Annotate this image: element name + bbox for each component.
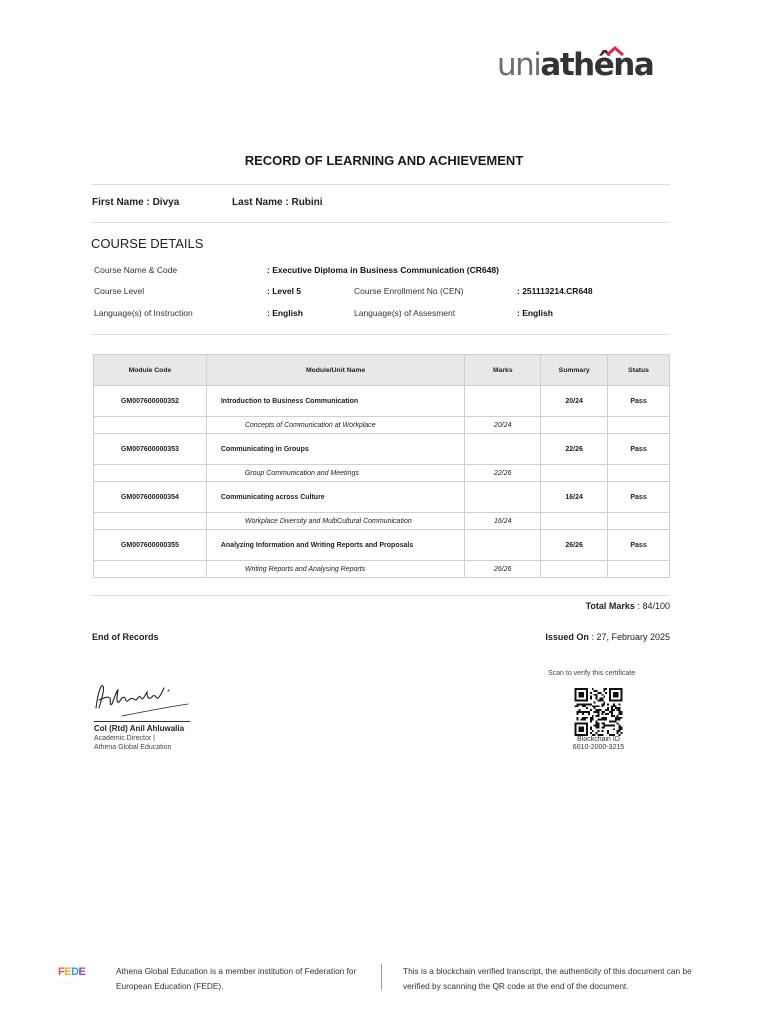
total-marks-value: : 84/100 — [637, 601, 670, 611]
module-summary: 22/26 — [541, 434, 608, 465]
course-level-value: : Level 5 — [267, 286, 302, 296]
header-marks: Marks — [465, 355, 541, 386]
unit-marks: 22/26 — [465, 465, 541, 482]
cen-label: Course Enrollment No (CEN) — [354, 286, 464, 296]
marks-table — [93, 354, 670, 578]
module-name: Analyzing Information and Writing Reports and Proposals — [206, 530, 465, 561]
end-of-records: End of Records — [92, 632, 159, 642]
table-row — [94, 561, 670, 578]
qr-code-icon[interactable] — [572, 688, 625, 736]
module-summary: 26/26 — [541, 530, 608, 561]
unit-name: Group Communication and Meetings — [206, 465, 465, 482]
unit-name: Writing Reports and Analysing Reports — [206, 561, 465, 578]
cen-value: : 251113214.CR648 — [517, 286, 593, 296]
module-name: Communicating across Culture — [206, 482, 465, 513]
assessment-language-label: Language(s) of Assesment — [354, 308, 456, 318]
module-status: Pass — [608, 482, 670, 513]
course-name-value: : Executive Diploma in Business Communication (CR648) — [267, 265, 499, 275]
fede-logo: FEDE — [58, 966, 86, 978]
last-name — [232, 197, 323, 208]
issued-on-label: Issued On — [545, 632, 589, 642]
signature-image — [92, 678, 192, 718]
table-row — [94, 386, 670, 417]
module-name: Communicating in Groups — [206, 434, 465, 465]
unit-name: Concepts of Communication at Workplace — [206, 417, 465, 434]
module-code: GM007600000352 — [94, 386, 207, 417]
unit-status — [608, 513, 670, 530]
divider — [92, 184, 670, 185]
footer-membership-note: Athena Global Education is a member institution of Federation for European Education (FEDE). — [116, 966, 357, 991]
assessment-language-value: : English — [517, 308, 553, 318]
unit-marks: 20/24 — [465, 417, 541, 434]
total-marks-label: Total Marks — [585, 601, 635, 611]
course-name-label: Course Name & Code — [94, 265, 178, 275]
logo-athena-text: athêna — [540, 47, 654, 83]
module-code: GM007600000354 — [94, 482, 207, 513]
unit-summary — [541, 417, 608, 434]
footer-verification-note: This is a blockchain verified transcript, the authenticity of this document can be verified by scanning the QR code at the end of the document. — [403, 966, 692, 991]
module-summary: 16/24 — [541, 482, 608, 513]
unit-code — [94, 417, 207, 434]
logo-uni-text: uni — [497, 47, 541, 83]
unit-status — [608, 465, 670, 482]
module-marks — [465, 434, 541, 465]
divider — [92, 334, 670, 335]
issued-on-value: : 27, February 2025 — [591, 632, 670, 642]
header-summary: Summary — [541, 355, 608, 386]
signatory-name: Col (Rtd) Anil Ahluwalia — [94, 724, 185, 733]
unit-code — [94, 465, 207, 482]
module-status: Pass — [608, 434, 670, 465]
module-status: Pass — [608, 386, 670, 417]
divider — [92, 222, 670, 223]
signatory-role: Academic Director | — [94, 735, 155, 742]
scan-instruction: Scan to verify this certificate — [548, 670, 636, 677]
table-row — [94, 530, 670, 561]
module-code: GM007600000353 — [94, 434, 207, 465]
first-name-label: First Name : — [92, 197, 150, 208]
divider — [92, 595, 670, 596]
module-name: Introduction to Business Communication — [206, 386, 465, 417]
blockchain-id-value: 6010-2000-3215 — [572, 744, 625, 752]
table-row — [94, 513, 670, 530]
unit-name: Workplace Diversity and MultiCultural Communication — [206, 513, 465, 530]
table-row — [94, 465, 670, 482]
unit-status — [608, 561, 670, 578]
header-status: Status — [608, 355, 670, 386]
signature-line — [94, 721, 190, 722]
course-level-label: Course Level — [94, 286, 145, 296]
uniathena-logo — [497, 47, 654, 83]
unit-code — [94, 513, 207, 530]
table-row — [94, 417, 670, 434]
blockchain-id-label: Blockchain ID — [577, 736, 620, 743]
table-header-row — [94, 355, 670, 386]
table-row — [94, 434, 670, 465]
unit-marks: 26/26 — [465, 561, 541, 578]
unit-marks: 16/24 — [465, 513, 541, 530]
last-name-value: Rubini — [291, 197, 323, 208]
logo-roof-icon — [605, 46, 625, 56]
module-marks — [465, 530, 541, 561]
footer-divider — [381, 964, 382, 990]
fede-logo-subtext: — — — — [59, 980, 70, 984]
issued-on — [545, 632, 670, 642]
header-module-name: Module/Unit Name — [206, 355, 465, 386]
header-module-code: Module Code — [94, 355, 207, 386]
unit-summary — [541, 465, 608, 482]
total-marks — [586, 601, 670, 611]
signatory-org: Athena Global Education — [94, 743, 172, 751]
first-name-value: Divya — [152, 197, 180, 208]
first-name — [92, 197, 179, 208]
course-details-heading: COURSE DETAILS — [91, 236, 204, 251]
unit-status — [608, 417, 670, 434]
document-title: RECORD OF LEARNING AND ACHIEVEMENT — [244, 153, 524, 168]
unit-summary — [541, 561, 608, 578]
table-row — [94, 482, 670, 513]
module-marks — [465, 386, 541, 417]
module-status: Pass — [608, 530, 670, 561]
blockchain-id-block — [0, 736, 768, 752]
module-summary: 20/24 — [541, 386, 608, 417]
last-name-label: Last Name : — [232, 197, 289, 208]
instruction-language-value: : English — [267, 308, 303, 318]
instruction-language-label: Language(s) of Instruction — [94, 308, 193, 318]
unit-code — [94, 561, 207, 578]
unit-summary — [541, 513, 608, 530]
module-code: GM007600000355 — [94, 530, 207, 561]
module-marks — [465, 482, 541, 513]
